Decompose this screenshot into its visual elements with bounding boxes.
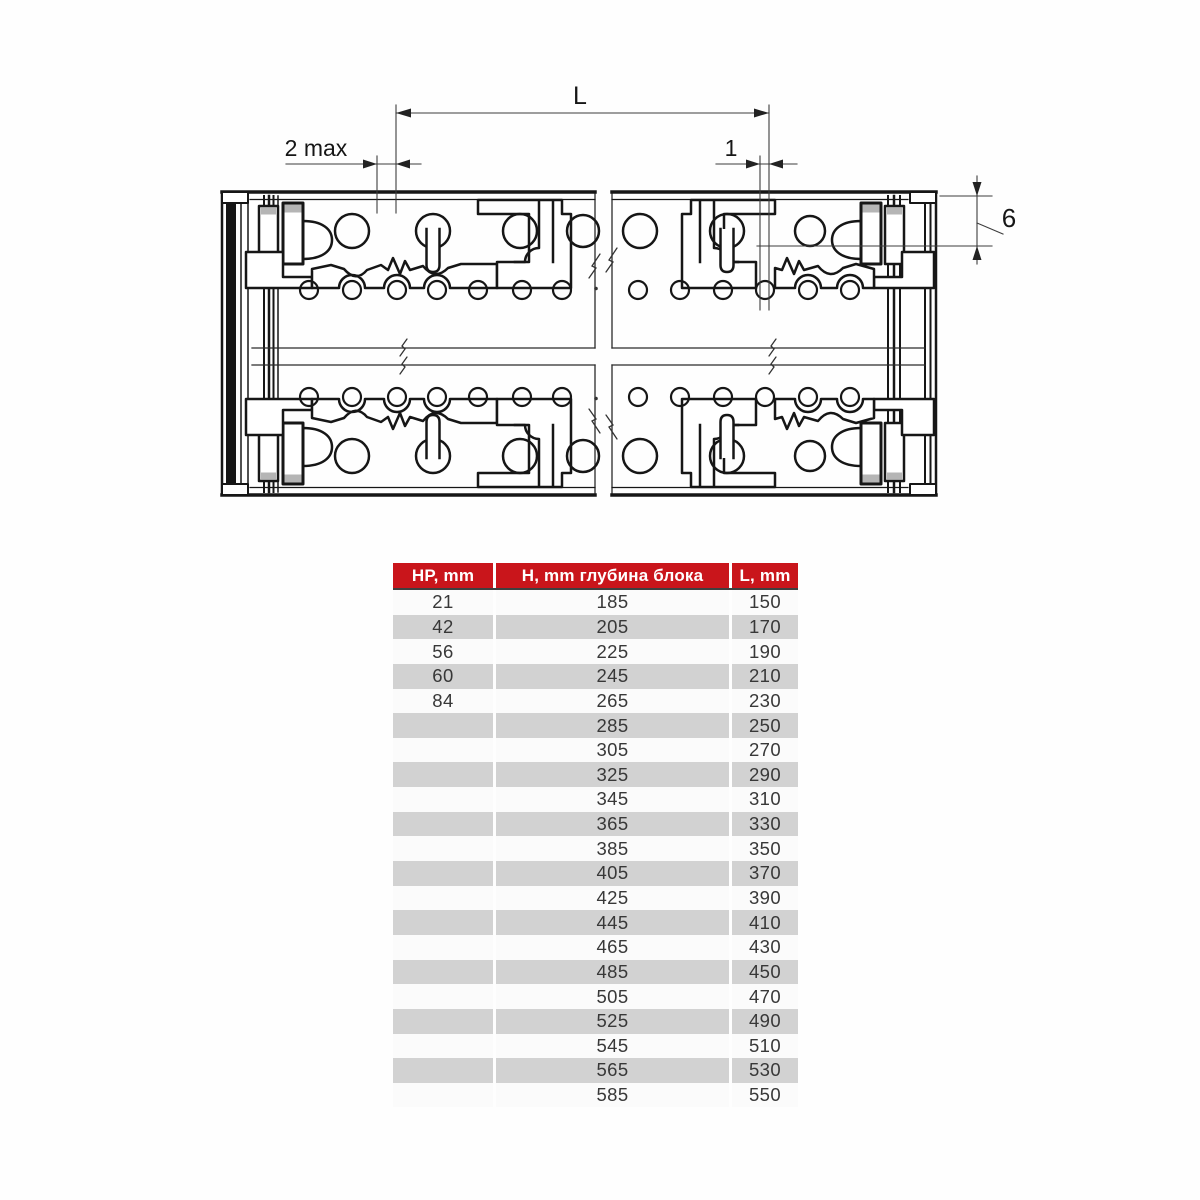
- cell-hp: [393, 886, 493, 911]
- table-row: [393, 836, 798, 861]
- table-row: [393, 935, 798, 960]
- table-row: [393, 984, 798, 1009]
- rail-bottom: [222, 388, 936, 495]
- table-row: [393, 1083, 798, 1108]
- cell-h-depth: 485: [496, 960, 729, 985]
- table-row: [393, 1009, 798, 1034]
- cell-l: 430: [732, 935, 798, 960]
- cell-h-depth: 245: [496, 664, 729, 689]
- cell-h-depth: 585: [496, 1083, 729, 1108]
- table-row: [393, 861, 798, 886]
- cell-h-depth: 445: [496, 910, 729, 935]
- table-row: [393, 762, 798, 787]
- cell-hp: 60: [393, 664, 493, 689]
- cell-l: 410: [732, 910, 798, 935]
- cell-hp: [393, 1034, 493, 1059]
- cell-h-depth: 265: [496, 689, 729, 714]
- cell-l: 310: [732, 787, 798, 812]
- cell-hp: 42: [393, 615, 493, 640]
- cell-hp: [393, 935, 493, 960]
- table-row: [393, 738, 798, 763]
- cell-h-depth: 225: [496, 639, 729, 664]
- cell-h-depth: 385: [496, 836, 729, 861]
- cell-hp: [393, 960, 493, 985]
- cell-hp: [393, 984, 493, 1009]
- cell-hp: [393, 861, 493, 886]
- cell-l: 210: [732, 664, 798, 689]
- cell-hp: [393, 1083, 493, 1108]
- cell-hp: [393, 738, 493, 763]
- dim-label-2max: 2 max: [284, 135, 348, 161]
- cell-hp: 56: [393, 639, 493, 664]
- table-row: [393, 787, 798, 812]
- header-l: L, mm: [732, 563, 798, 588]
- cell-hp: [393, 910, 493, 935]
- table-row: [393, 910, 798, 935]
- cell-hp: [393, 762, 493, 787]
- cell-l: 550: [732, 1083, 798, 1108]
- cell-hp: 84: [393, 689, 493, 714]
- cell-l: 350: [732, 836, 798, 861]
- table-row: [393, 689, 798, 714]
- table-row: [393, 664, 798, 689]
- cell-l: 290: [732, 762, 798, 787]
- cell-h-depth: 285: [496, 713, 729, 738]
- cell-hp: [393, 836, 493, 861]
- header-hp: HP, mm: [393, 563, 493, 588]
- rail-assembly-drawing: [0, 0, 1200, 560]
- cell-h-depth: 205: [496, 615, 729, 640]
- cell-l: 370: [732, 861, 798, 886]
- table-row: [393, 639, 798, 664]
- cell-l: 330: [732, 812, 798, 837]
- cell-l: 450: [732, 960, 798, 985]
- cell-l: 490: [732, 1009, 798, 1034]
- cell-l: 270: [732, 738, 798, 763]
- cell-hp: [393, 713, 493, 738]
- cell-l: 170: [732, 615, 798, 640]
- cell-h-depth: 565: [496, 1058, 729, 1083]
- cell-l: 470: [732, 984, 798, 1009]
- cell-l: 390: [732, 886, 798, 911]
- cell-hp: 21: [393, 590, 493, 615]
- table-row: [393, 886, 798, 911]
- header-h-depth: H, mm глубина блока: [496, 563, 729, 588]
- dim-label-1: 1: [724, 135, 738, 161]
- table-row: [393, 960, 798, 985]
- table-row: [393, 615, 798, 640]
- cell-l: 250: [732, 713, 798, 738]
- cell-l: 510: [732, 1034, 798, 1059]
- table-body: [393, 590, 798, 1107]
- cell-hp: [393, 1058, 493, 1083]
- cell-l: 150: [732, 590, 798, 615]
- cell-l: 530: [732, 1058, 798, 1083]
- cell-h-depth: 525: [496, 1009, 729, 1034]
- cell-h-depth: 505: [496, 984, 729, 1009]
- table-row: [393, 812, 798, 837]
- table-row: [393, 713, 798, 738]
- cell-l: 230: [732, 689, 798, 714]
- cell-hp: [393, 787, 493, 812]
- spec-table: [393, 563, 798, 1107]
- rail-drawing-svg: [0, 0, 1200, 560]
- cell-h-depth: 305: [496, 738, 729, 763]
- table-row: [393, 1058, 798, 1083]
- dimension-2max: [286, 156, 421, 213]
- cell-h-depth: 325: [496, 762, 729, 787]
- cell-h-depth: 545: [496, 1034, 729, 1059]
- cell-h-depth: 465: [496, 935, 729, 960]
- cell-hp: [393, 812, 493, 837]
- cell-h-depth: 365: [496, 812, 729, 837]
- cell-h-depth: 405: [496, 861, 729, 886]
- table-row: [393, 590, 798, 615]
- cell-hp: [393, 1009, 493, 1034]
- dim-label-L: L: [573, 82, 587, 110]
- table-header-row: [393, 563, 798, 588]
- dim-label-6: 6: [1001, 203, 1017, 233]
- cell-h-depth: 425: [496, 886, 729, 911]
- table-row: [393, 1034, 798, 1059]
- cell-h-depth: 185: [496, 590, 729, 615]
- cell-h-depth: 345: [496, 787, 729, 812]
- cell-l: 190: [732, 639, 798, 664]
